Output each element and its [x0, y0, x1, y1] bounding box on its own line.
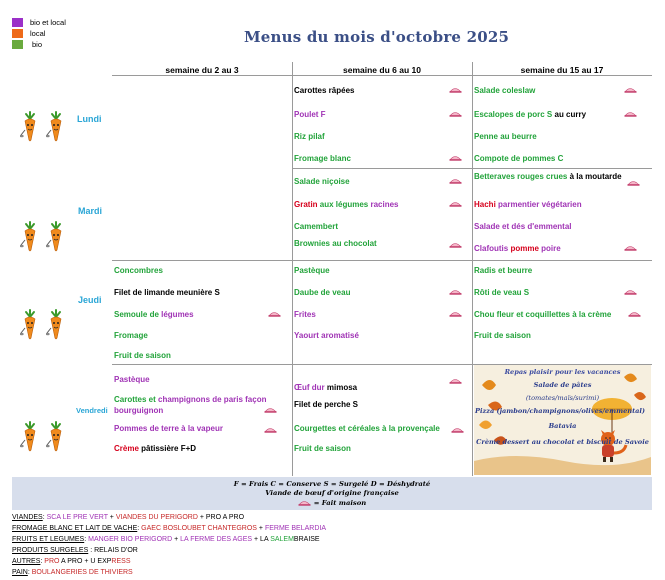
supplier-part: VIANDES DU PERIGORD: [115, 514, 198, 521]
menu-item: [114, 309, 194, 320]
menu-item: Fromage blanc: [294, 154, 351, 163]
banner-line: Salade de pâtes: [533, 381, 592, 389]
legend-swatch-local: [12, 29, 23, 38]
menu-item: [294, 199, 399, 210]
menu-item-part: parmentier: [495, 200, 542, 209]
legend-label: local: [30, 29, 46, 38]
supplier-part: +: [107, 514, 116, 521]
supplier-part: SALEM: [270, 536, 294, 543]
banner-line: (tomates/maïs/surimi): [525, 394, 600, 402]
homemade-icon: [451, 426, 464, 433]
legend-swatch-bio-local: [12, 18, 23, 27]
menu-item: [474, 199, 582, 210]
legend-label: bio: [32, 40, 43, 49]
carrot-mascots-icon: [18, 420, 70, 452]
supplier-line-fruits: [12, 536, 320, 543]
menu-item: Compote de pommes C: [474, 154, 564, 163]
homemade-icon: [268, 310, 281, 317]
legend-item: [12, 17, 66, 28]
carrot-mascots-icon: [18, 220, 70, 252]
homemade-icon: [627, 179, 640, 186]
menu-item-part: à la moutarde: [567, 172, 622, 181]
banner-line: Batavia: [548, 422, 577, 430]
supplier-category: FRUITS ET LEGUMES: [12, 536, 85, 543]
supplier-part: SCA LE PRE VERT: [46, 514, 108, 521]
column-header-week3: semaine du 15 au 17: [520, 65, 604, 75]
menu-item-part: Clafoutis: [474, 244, 511, 253]
legend-item: [12, 39, 66, 50]
supplier-part: + PRO A PRO: [197, 514, 245, 521]
menu-item: Fruit de saison: [294, 444, 351, 453]
abbreviation-key: [12, 477, 652, 510]
supplier-category: PRODUITS SURGELES: [12, 547, 89, 554]
menu-item: [294, 382, 357, 393]
key-beef-origin: Viande de bœuf d'origine française: [265, 489, 399, 497]
homemade-icon: [628, 310, 641, 317]
supplier-part: BOULANGERIES DE THIVIERS: [31, 569, 133, 576]
supplier-category: FROMAGE BLANC ET LAIT DE VACHE: [12, 525, 138, 532]
menu-item-part: Betteraves rouges crues: [474, 172, 568, 181]
supplier-line-fromage: [12, 525, 326, 532]
menu-item-part: mimosa: [324, 383, 358, 392]
menu-item: Rôti de veau S: [474, 288, 530, 297]
menu-item: Salade niçoise: [294, 177, 350, 186]
supplier-part: RESS: [111, 558, 131, 565]
legend-item: [12, 28, 66, 39]
carrot-mascots-icon: [18, 308, 70, 340]
menu-item-part: Escalopes de porc S: [474, 110, 553, 119]
column-header-week1: semaine du 2 au 3: [165, 65, 239, 75]
homemade-icon: [449, 110, 462, 117]
menu-item-part: Œuf dur: [294, 383, 325, 392]
supplier-part: :: [84, 536, 89, 543]
menu-item-part: et: [146, 395, 159, 404]
homemade-icon: [449, 86, 462, 93]
menu-item: Pastèque: [114, 375, 150, 384]
supplier-part: BRAISE: [293, 536, 320, 543]
homemade-icon: [449, 377, 462, 384]
homemade-icon: [624, 110, 637, 117]
menu-item: Pastèque: [294, 266, 330, 275]
menu-item: [114, 394, 266, 405]
day-label-lundi: Lundi: [77, 114, 102, 124]
menu-item: Filet de perche S: [294, 400, 359, 409]
menu-item: Fromage: [114, 331, 148, 340]
supplier-part: :: [137, 525, 142, 532]
homemade-icon: [624, 288, 637, 295]
homemade-icon: [449, 177, 462, 184]
supplier-line-viandes: [12, 514, 244, 521]
menu-item-part: au curry: [552, 110, 587, 119]
supplier-part: FERME BELARDIA: [264, 525, 327, 532]
column-divider: [292, 62, 293, 476]
banner-line: Pizza (jambon/champignons/olives/emmental): [475, 407, 646, 415]
menu-item: Radis et beurre: [474, 266, 533, 275]
homemade-icon: [449, 200, 462, 207]
banner-title: Repas plaisir pour les vacances: [504, 368, 621, 376]
menu-item-part: Hachi: [474, 200, 496, 209]
supplier-line-autres: [12, 558, 130, 565]
supplier-category: PAIN: [12, 569, 28, 576]
menu-item: Concombres: [114, 266, 163, 275]
menu-item: Chou fleur et coquillettes à la crème: [474, 310, 612, 319]
row-divider: [112, 260, 652, 261]
menu-item: Salade coleslaw: [474, 86, 536, 95]
key-homemade-label: = Fait maison: [313, 499, 367, 507]
menu-item-part: Carottes: [114, 395, 147, 404]
menu-item: Pommes de terre à la vapeur: [114, 424, 223, 433]
menu-item: Penne au beurre: [474, 132, 537, 141]
key-homemade-row: [12, 498, 652, 507]
menu-item-part: végétarien: [541, 200, 582, 209]
supplier-line-surgeles: [12, 547, 138, 554]
menu-item: Camembert: [294, 222, 339, 231]
banner-line: Crème dessert au chocolat et biscuit de Savoie: [476, 438, 649, 446]
homemade-icon: [298, 499, 311, 506]
supplier-part: +: [256, 525, 265, 532]
homemade-icon: [449, 241, 462, 248]
page-title: Menus du mois d'octobre 2025: [244, 28, 510, 46]
menu-item-part: champignons de paris façon: [158, 395, 267, 404]
legend-swatch-bio: [12, 40, 23, 49]
supplier-part: + LA: [252, 536, 271, 543]
header-divider: [112, 75, 652, 76]
vacation-meal-banner: [474, 365, 651, 475]
menu-item-part: pâtissière F+D: [138, 444, 197, 453]
column-divider: [472, 62, 473, 476]
menu-item: Carottes râpées: [294, 86, 355, 95]
menu-item: Daube de veau: [294, 288, 351, 297]
homemade-icon: [624, 244, 637, 251]
menu-item: Riz pilaf: [294, 132, 325, 141]
homemade-icon: [624, 86, 637, 93]
day-label-vendredi: Vendredi: [76, 406, 108, 415]
homemade-icon: [449, 288, 462, 295]
menu-item: Poulet F: [294, 110, 326, 119]
menu-item-part: pomme: [510, 244, 539, 253]
supplier-part: A PRO + U EXP: [59, 558, 112, 565]
supplier-part: GAEC BOSLOUBET CHANTEGROS: [141, 525, 257, 532]
supplier-part: LA FERME DES AGES: [180, 536, 253, 543]
homemade-icon: [449, 310, 462, 317]
homemade-icon: [264, 406, 277, 413]
supplier-part: :: [42, 514, 47, 521]
menu-item: [114, 443, 196, 454]
menu-item: bourguignon: [114, 406, 164, 415]
menu-item: Filet de limande meunière S: [114, 288, 220, 297]
menu-item-part: aux légumes: [317, 200, 371, 209]
legend: [12, 17, 66, 50]
menu-item: Frites: [294, 310, 316, 319]
menu-item: [474, 243, 561, 254]
menu-item-part: racines: [370, 200, 399, 209]
menu-item: Fruit de saison: [474, 331, 531, 340]
menu-item-part: Semoule de: [114, 310, 162, 319]
homemade-icon: [449, 154, 462, 161]
supplier-part: : RELAIS D'OR: [88, 547, 138, 554]
supplier-category: VIANDES: [12, 514, 43, 521]
menu-item: Fruit de saison: [114, 351, 171, 360]
menu-item: [474, 171, 622, 182]
column-header-week2: semaine du 6 au 10: [343, 65, 421, 75]
supplier-part: :: [27, 569, 32, 576]
supplier-line-pain: [12, 569, 133, 576]
supplier-category: AUTRES: [12, 558, 41, 565]
menu-item-part: poire: [538, 244, 561, 253]
menu-item-part: Gratin: [294, 200, 318, 209]
supplier-part: +: [172, 536, 181, 543]
menu-item: Brownies au chocolat: [294, 239, 377, 248]
menu-item-part: Crème: [114, 444, 139, 453]
key-abbreviations: F = Frais C = Conserve S = Surgelé D = Déshydraté: [233, 480, 431, 488]
row-divider: [292, 168, 652, 169]
day-label-jeudi: Jeudi: [78, 295, 102, 305]
menu-item-part: légumes: [161, 310, 194, 319]
supplier-part: MANGER BIO PERIGORD: [88, 536, 173, 543]
homemade-icon: [264, 426, 277, 433]
supplier-part: PRO: [44, 558, 60, 565]
legend-label: bio et local: [30, 18, 66, 27]
carrot-mascots-icon: [18, 110, 70, 142]
supplier-part: :: [40, 558, 45, 565]
menu-item: Courgettes et céréales à la provençale: [294, 424, 440, 433]
menu-item: Yaourt aromatisé: [294, 331, 359, 340]
menu-item: [474, 109, 586, 120]
menu-item: Salade et dés d'emmental: [474, 222, 572, 231]
day-label-mardi: Mardi: [78, 206, 103, 216]
